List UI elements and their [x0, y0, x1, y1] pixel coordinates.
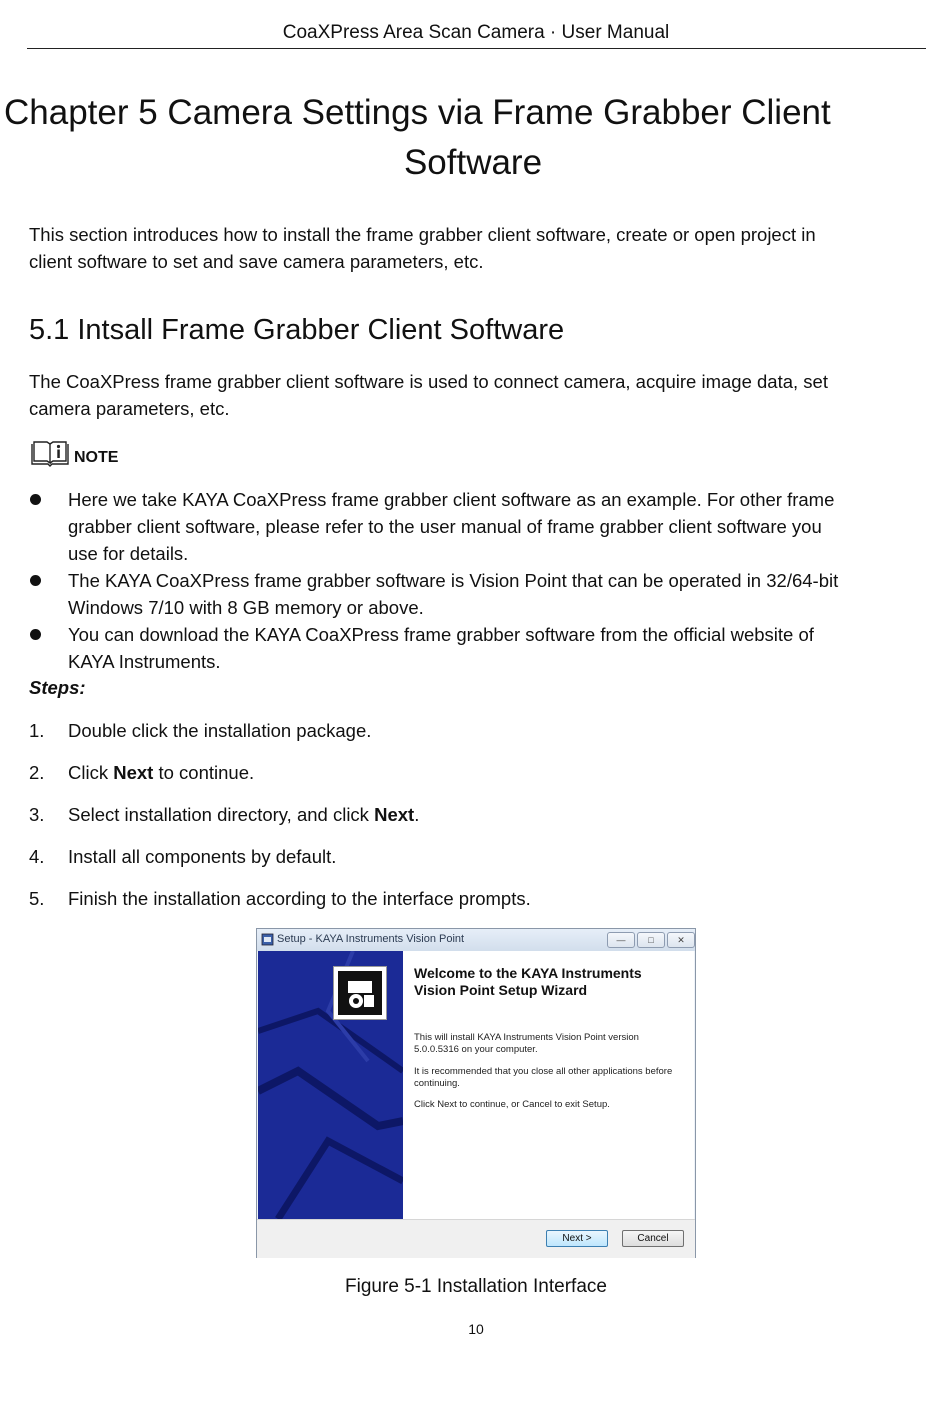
minimize-button[interactable]: —: [607, 932, 635, 948]
wizard-side-banner: [258, 951, 403, 1219]
note-label: NOTE: [74, 449, 119, 466]
step-number: 2.: [29, 762, 45, 783]
wizard-text-line: continuing.: [414, 1078, 460, 1089]
bullet-line: The KAYA CoaXPress frame grabber software is Vision Point that can be operated in 32/64-bit: [68, 570, 839, 591]
info-book-icon: [30, 438, 70, 468]
kaya-logo: [333, 966, 387, 1020]
bullet-line: KAYA Instruments.: [68, 651, 221, 672]
wizard-text-line: 5.0.0.5316 on your computer.: [414, 1044, 538, 1055]
window-titlebar: [257, 929, 695, 951]
kaya-logo-icon: [334, 967, 386, 1019]
step-bold-keyword: Next: [113, 762, 154, 783]
step-number: 4.: [29, 846, 45, 867]
header-divider: [27, 48, 926, 49]
step-2-text: [68, 762, 254, 784]
step-number: 3.: [29, 804, 45, 825]
intro-line-2: client software to set and save camera parameters, etc.: [29, 251, 484, 272]
wizard-text-line: This will install KAYA Instruments Vision Point version: [414, 1032, 639, 1043]
step-bold-keyword: Next: [374, 804, 415, 825]
setup-app-icon: [261, 933, 274, 946]
bullet-line: use for details.: [68, 543, 189, 564]
window-title: Setup - KAYA Instruments Vision Point: [277, 933, 465, 945]
wizard-install-text: [414, 1032, 684, 1056]
window-body: [258, 951, 694, 1219]
bullet-line: Windows 7/10 with 8 GB memory or above.: [68, 597, 424, 618]
cancel-button[interactable]: Cancel: [622, 1230, 684, 1247]
section-heading: 5.1 Intsall Frame Grabber Client Software: [29, 314, 565, 346]
setup-window-figure: [256, 928, 696, 1258]
wizard-welcome-heading: Welcome to the KAYA Instruments Vision Point Setup Wizard: [414, 965, 642, 998]
running-header: CoaXPress Area Scan Camera · User Manual: [282, 22, 670, 43]
intro-line-1: This section introduces how to install the frame grabber client software, create or open project in: [29, 224, 816, 245]
section-paragraph: [29, 368, 919, 422]
wizard-click-next-text: Click Next to continue, or Cancel to exit Setup.: [414, 1099, 610, 1110]
step-4-text: Install all components by default.: [68, 846, 337, 867]
next-button[interactable]: Next >: [546, 1230, 608, 1247]
step-5-text: Finish the installation according to the interface prompts.: [68, 888, 531, 909]
step-text-part: Click: [68, 762, 114, 783]
bullet-line: grabber client software, please refer to the user manual of frame grabber client software you: [68, 516, 822, 537]
figure-caption: Figure 5-1 Installation Interface: [345, 1276, 607, 1297]
wizard-text-line: It is recommended that you close all other applications before: [414, 1066, 673, 1077]
note-bullet-3: [68, 621, 923, 675]
step-3-text: [68, 804, 419, 826]
step-number: 1.: [29, 720, 45, 741]
step-text-part: to continue.: [153, 762, 255, 783]
step-1-text: Double click the installation package.: [68, 720, 372, 741]
section-paragraph-line-1: The CoaXPress frame grabber client software is used to connect camera, acquire image data, set: [29, 371, 828, 392]
section-paragraph-line-2: camera parameters, etc.: [29, 398, 230, 419]
bullet-line: Here we take KAYA CoaXPress frame grabber client software as an example. For other frame: [68, 489, 835, 510]
intro-paragraph: [29, 221, 919, 275]
maximize-button[interactable]: □: [637, 932, 665, 948]
note-bullet-1: [68, 486, 923, 567]
close-button[interactable]: ✕: [667, 932, 695, 948]
chapter-title-line-2: Software: [403, 143, 543, 182]
step-number: 5.: [29, 888, 45, 909]
step-text-part: Select installation directory, and click: [68, 804, 375, 825]
step-text-part: .: [414, 804, 420, 825]
window-button-bar: [257, 1219, 695, 1258]
bullet-marker: [30, 494, 41, 505]
bullet-marker: [30, 629, 41, 640]
note-bullet-2: [68, 567, 923, 621]
bullet-marker: [30, 575, 41, 586]
wizard-recommend-text: [414, 1066, 684, 1090]
steps-label: Steps:: [29, 677, 86, 698]
bullet-line: You can download the KAYA CoaXPress frame grabber software from the official website of: [68, 624, 814, 645]
chapter-title: [4, 88, 948, 188]
page-number: 10: [468, 1321, 484, 1337]
chapter-title-line-1: Chapter 5 Camera Settings via Frame Grabber Client: [4, 93, 831, 132]
